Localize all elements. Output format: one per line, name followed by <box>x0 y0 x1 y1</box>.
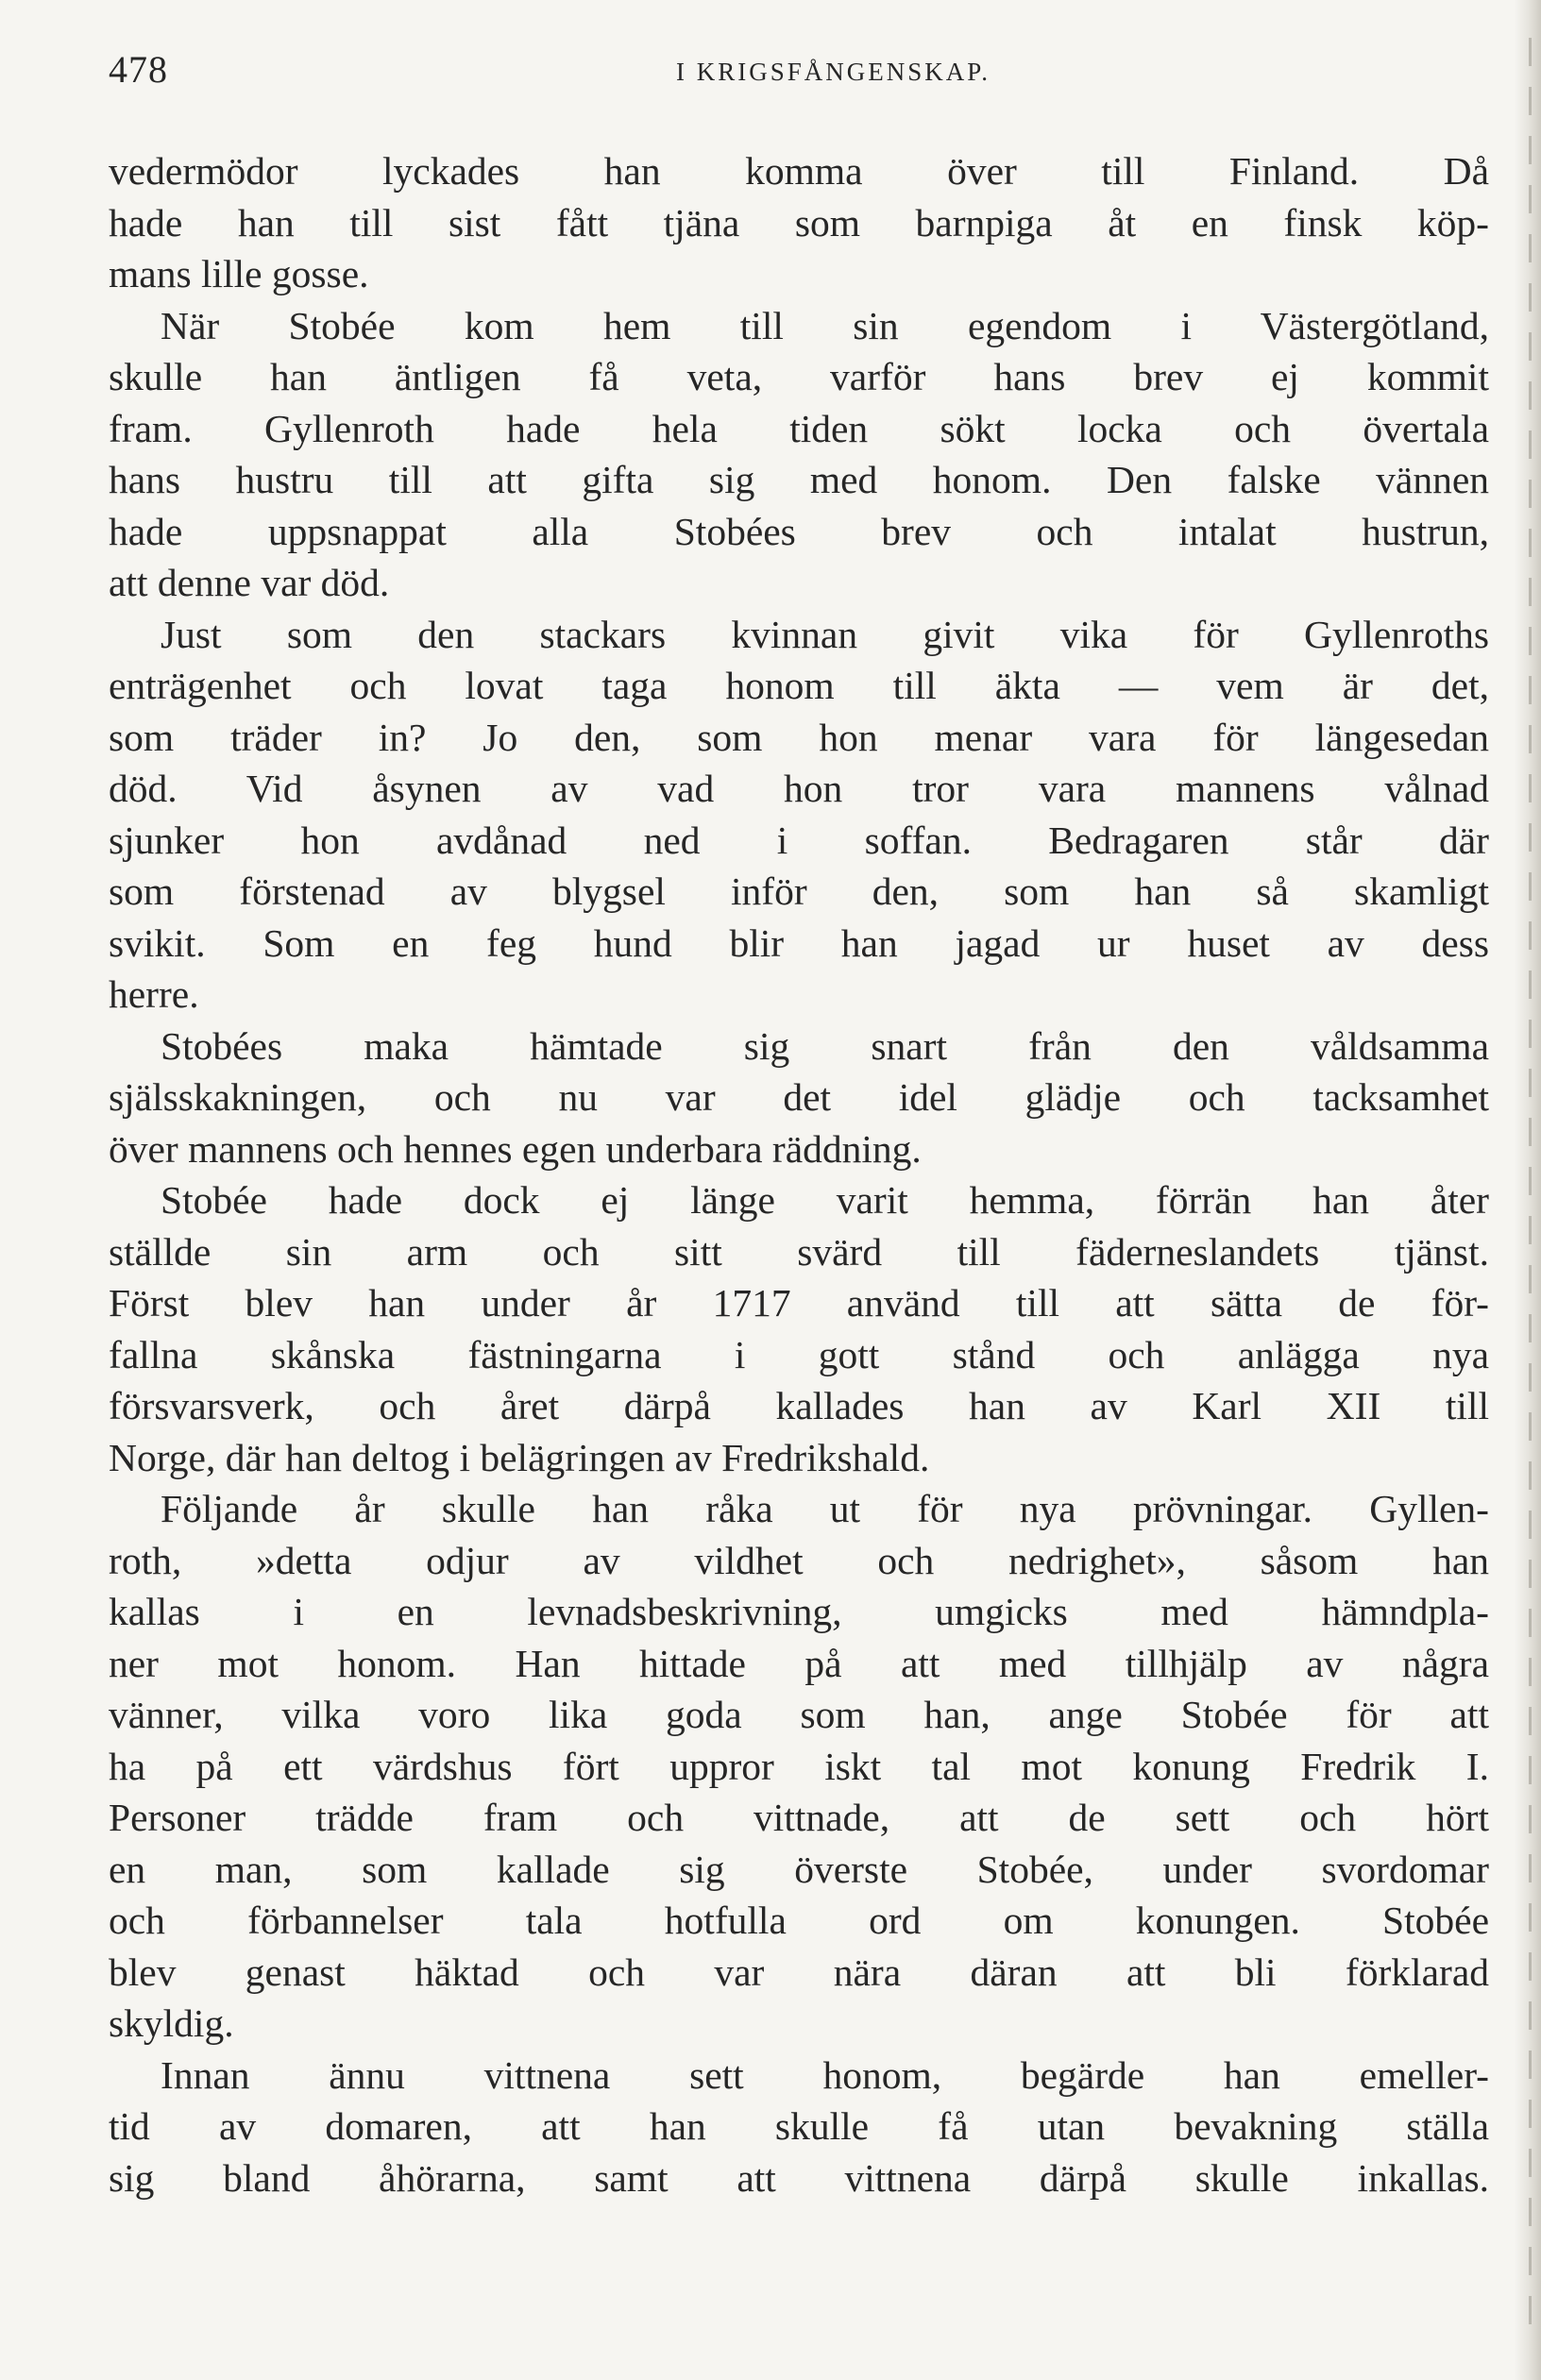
text-line: hans hustru till att gifta sig med honom. Den falske vännen <box>109 458 1489 501</box>
text-line: Först blev han under år 1717 använd till att sätta de för- <box>109 1281 1489 1325</box>
text-line: skulle han äntligen få veta, varför hans brev ej kommit <box>109 355 1489 398</box>
text-line: vänner, vilka voro lika goda som han, ange Stobée för att <box>109 1693 1489 1736</box>
text-line: Följande år skulle han råka ut för nya prövningar. Gyllen- <box>161 1487 1489 1530</box>
text-line: sig bland åhörarna, samt att vittnena därpå skulle inkallas. <box>109 2155 1489 2200</box>
text-line: Personer trädde fram och vittnade, att de sett och hört <box>109 1796 1489 1839</box>
text-line: herre. <box>109 972 199 1016</box>
text-line: som förstenad av blygsel inför den, som han så skamligt <box>109 869 1489 913</box>
text-line: sjunker hon avdånad ned i soffan. Bedragaren står där <box>109 818 1489 862</box>
text-line: ner mot honom. Han hittade på att med tillhjälp av några <box>109 1641 1489 1685</box>
text-line: Stobée hade dock ej länge varit hemma, förrän han åter <box>161 1178 1489 1222</box>
text-line: och förbannelser tala hotfulla ord om konungen. Stobée <box>109 1899 1489 1942</box>
text-line: Norge, där han deltog i belägringen av Fredrikshald. <box>109 1435 930 1479</box>
text-line: fram. Gyllenroth hade hela tiden sökt locka och övertala <box>109 406 1489 450</box>
text-line: hade han till sist fått tjäna som barnpiga åt en finsk köp- <box>109 200 1489 245</box>
text-line: att denne var död. <box>109 561 390 604</box>
running-head <box>109 42 1482 98</box>
text-line: kallas i en levnadsbeskrivning, umgicks med hämndpla- <box>109 1590 1489 1633</box>
text-line: själsskakningen, och nu var det idel glädje och tacksamhet <box>109 1075 1489 1119</box>
running-title: I KRIGSFÅNGENSKAP. <box>675 58 991 86</box>
text-line: enträgenhet och lovat taga honom till äkta — vem är det, <box>109 664 1489 707</box>
text-line: hade uppsnappat alla Stobées brev och intalat hustrun, <box>109 509 1489 553</box>
text-line: mans lille gosse. <box>109 252 369 295</box>
text-line: svikit. Som en feg hund blir han jagad ur huset av dess <box>109 920 1489 965</box>
text-line: blev genast häktad och var nära däran att bli förklarad <box>109 1950 1489 1994</box>
text-line: När Stobée kom hem till sin egendom i Västergötland, <box>161 303 1489 347</box>
text-line: ha på ett värdshus fört uppror iskt tal mot konung Fredrik I. <box>109 1744 1489 1788</box>
text-line: ställde sin arm och sitt svärd till fäderneslandets tjänst. <box>109 1229 1489 1274</box>
text-line: död. Vid åsynen av vad hon tror vara mannens vålnad <box>109 767 1489 810</box>
text-line: Stobées maka hämtade sig snart från den våldsamma <box>161 1023 1489 1068</box>
text-line: roth, »detta odjur av vildhet och nedrighet», såsom han <box>109 1538 1489 1582</box>
page-number: 478 <box>109 48 168 91</box>
text-line: Innan ännu vittnena sett honom, begärde han emeller- <box>161 2052 1489 2097</box>
text-line: en man, som kallade sig överste Stobée, under svordomar <box>109 1847 1489 1891</box>
body-text <box>109 145 1489 2203</box>
text-line: försvarsverk, och året därpå kallades han av Karl XII till <box>109 1384 1489 1427</box>
page-edge-line <box>1529 38 1532 2341</box>
text-line: vedermödor lyckades han komma över till Finland. Då <box>109 149 1489 193</box>
text-line: Just som den stackars kvinnan givit vika för Gyllenroths <box>161 612 1489 656</box>
text-line: tid av domaren, att han skulle få utan bevakning ställa <box>109 2104 1489 2148</box>
text-line: fallna skånska fästningarna i gott stånd och anlägga nya <box>109 1332 1489 1376</box>
text-line: över mannens och hennes egen underbara räddning. <box>109 1126 922 1171</box>
text-line: skyldig. <box>109 2001 234 2045</box>
text-line: som träder in? Jo den, som hon menar vara för längesedan <box>109 715 1489 759</box>
page-edge-shadow <box>1515 0 1541 2380</box>
